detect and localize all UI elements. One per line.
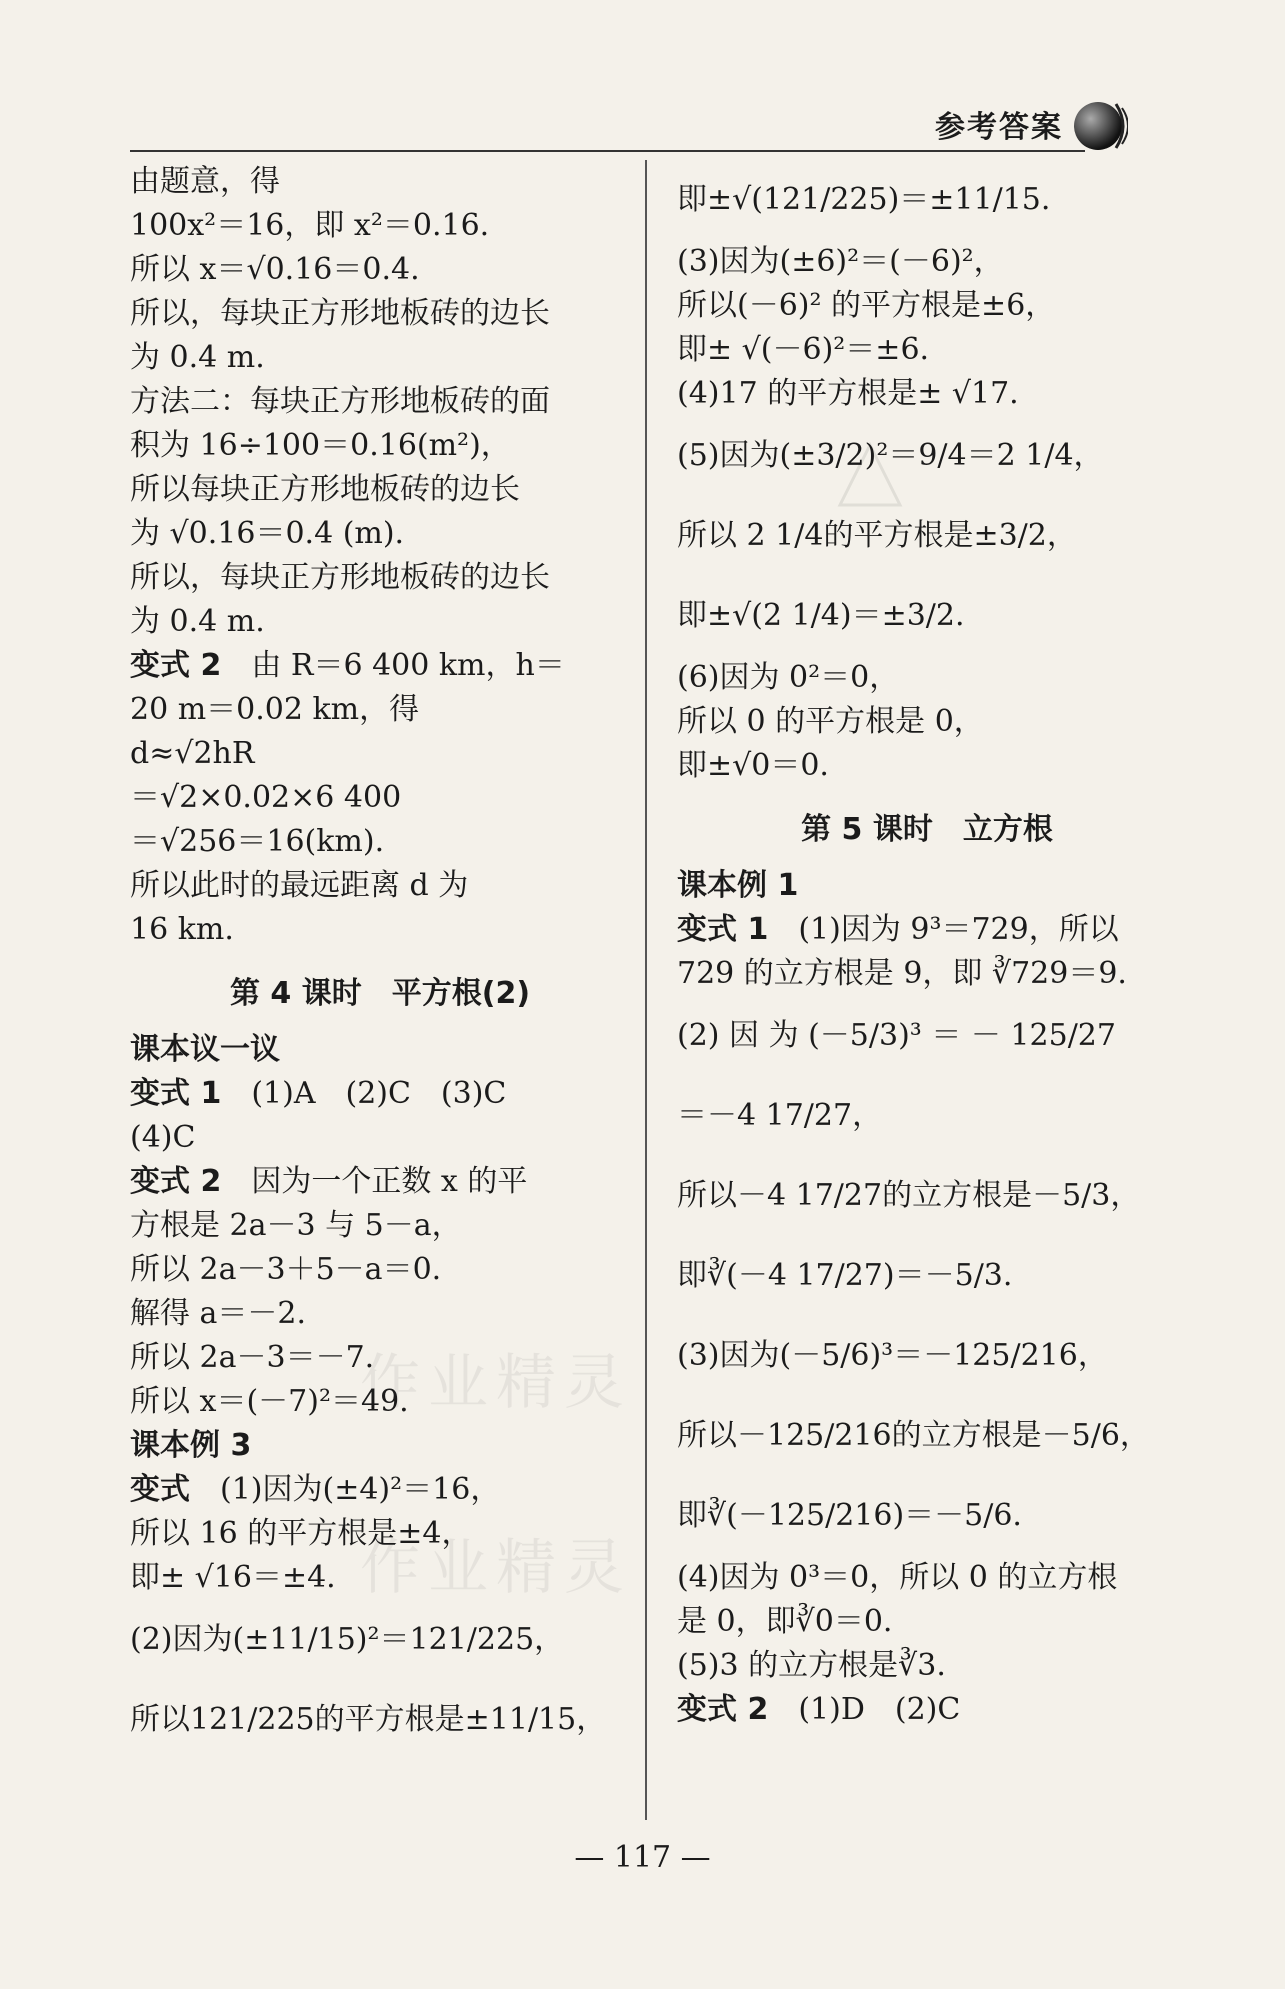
- text-line: 即±√0＝0.: [677, 748, 829, 783]
- text-line: 所以－125/216的立方根是－5/6，: [677, 1418, 1150, 1453]
- header-title: 参考答案: [935, 110, 1063, 145]
- text-line: 所以每块正方形地板砖的边长: [130, 472, 520, 507]
- text-line: 为 √0.16＝0.4 (m).: [130, 516, 405, 551]
- text-line: 即± √(－6)²＝±6.: [677, 332, 930, 367]
- text-line: d≈√2hR: [130, 736, 255, 771]
- text-line: 所以 0 的平方根是 0，: [677, 704, 984, 739]
- text-line: 由题意，得: [130, 164, 280, 199]
- text-line: 所以 2a－3＋5－a＝0.: [130, 1252, 442, 1287]
- text-line: 为 0.4 m.: [130, 604, 265, 639]
- watermark-2: 作业精灵: [360, 1533, 632, 1603]
- subsection-label: 课本例 1: [677, 868, 799, 903]
- text-line: 所以 2a－3＝－7.: [130, 1340, 375, 1375]
- text-line: 方法二：每块正方形地板砖的面: [130, 384, 550, 419]
- text-line: 729 的立方根是 9，即 ∛729＝9.: [677, 956, 1127, 991]
- variant-label: 变式 2: [130, 648, 222, 683]
- right-column: [677, 160, 1177, 1732]
- text-line: 所以121/225的平方根是±11/15，: [130, 1702, 607, 1737]
- variant-1-block: [130, 1072, 630, 1116]
- text-line: 16 km.: [130, 912, 234, 947]
- variant-block: [130, 1468, 630, 1512]
- text-line: 所以此时的最远距离 d 为: [130, 868, 469, 903]
- left-column: [130, 160, 630, 1760]
- text-line: (2)因为(±11/15)²＝121/225，: [130, 1622, 565, 1657]
- answers: (4)C: [130, 1120, 196, 1155]
- text-line: (4)因为 0³＝0，所以 0 的立方根: [677, 1560, 1118, 1595]
- text-line: 方根是 2a－3 与 5－a，: [130, 1208, 462, 1243]
- page-number: — 117 —: [574, 1840, 711, 1875]
- variant-label: 变式: [130, 1472, 190, 1507]
- text-line: (6)因为 0²＝0，: [677, 660, 900, 695]
- text-line: 由 R＝6 400 km，h＝: [251, 648, 565, 683]
- text-line: (3)因为(±6)²＝(－6)²，: [677, 244, 1004, 279]
- text-line: 100x²＝16，即 x²＝0.16.: [130, 208, 490, 243]
- variant-label: 变式 1: [677, 912, 769, 947]
- text-line: 即∛(－4 17/27)＝－5/3.: [677, 1258, 1013, 1293]
- text-line: ＝√256＝16(km).: [130, 824, 385, 859]
- text-line: 所以(－6)² 的平方根是±6，: [677, 288, 1056, 323]
- header-ball-icon: [1072, 96, 1128, 152]
- text-line: 所以，每块正方形地板砖的边长: [130, 560, 550, 595]
- text-line: (4)17 的平方根是± √17.: [677, 376, 1019, 411]
- faint-lamp-stamp: [820, 435, 920, 515]
- text-line: ＝√2×0.02×6 400: [130, 780, 402, 815]
- variant-label: 变式 2: [130, 1164, 222, 1199]
- text-line: (2) 因 为 (－5/3)³ ＝ － 125/27: [677, 1018, 1116, 1053]
- watermark-1: 作业精灵: [360, 1348, 632, 1418]
- text-line: 因为一个正数 x 的平: [251, 1164, 528, 1199]
- text-line: 为 0.4 m.: [130, 340, 265, 375]
- text-line: 即± √16＝±4.: [130, 1560, 336, 1595]
- text-line: (1)因为(±4)²＝16，: [220, 1472, 501, 1507]
- text-line: 是 0，即∛0＝0.: [677, 1604, 893, 1639]
- text-line: (1)因为 9³＝729，所以: [798, 912, 1119, 947]
- text-line: 积为 16÷100＝0.16(m²)，: [130, 428, 511, 463]
- text-line: 所以－4 17/27的立方根是－5/3，: [677, 1178, 1141, 1213]
- variant-2-block: [677, 1688, 1177, 1732]
- variant-1-block: [677, 908, 1177, 952]
- text-line: 即±√(2 1/4)＝±3/2.: [677, 598, 965, 633]
- text-line: 即∛(－125/216)＝－5/6.: [677, 1498, 1022, 1533]
- text-line: 所以 2 1/4的平方根是±3/2，: [677, 518, 1077, 553]
- text-line: 20 m＝0.02 km，得: [130, 692, 420, 727]
- variant-2-block: [130, 1160, 630, 1204]
- answers: (1)A (2)C (3)C: [251, 1076, 507, 1111]
- text-line: 所以 16 的平方根是±4，: [130, 1516, 472, 1551]
- text-line: 所以，每块正方形地板砖的边长: [130, 296, 550, 331]
- header-rule: [130, 150, 1085, 152]
- text-line: (5)因为(±3/2)²＝9/4＝2 1/4，: [677, 438, 1104, 473]
- text-line: 所以 x＝(－7)²＝49.: [130, 1384, 409, 1419]
- answers: (1)D (2)C: [798, 1692, 961, 1727]
- section-heading: 第 5 课时 立方根: [801, 812, 1053, 847]
- text-line: 即±√(121/225)＝±11/15.: [677, 182, 1051, 217]
- variant-label: 变式 2: [677, 1692, 769, 1727]
- column-divider: [645, 160, 647, 1820]
- subsection-label: 课本议一议: [130, 1032, 280, 1067]
- section-heading: 第 4 课时 平方根(2): [229, 976, 531, 1011]
- text-line: 解得 a＝－2.: [130, 1296, 307, 1331]
- subsection-label: 课本例 3: [130, 1428, 252, 1463]
- text-line: ＝－4 17/27，: [677, 1098, 883, 1133]
- variant-2-block: [130, 644, 630, 688]
- variant-label: 变式 1: [130, 1076, 222, 1111]
- text-line: (5)3 的立方根是∛3.: [677, 1648, 946, 1683]
- text-line: 所以 x＝√0.16＝0.4.: [130, 252, 420, 287]
- text-line: (3)因为(－5/6)³＝－125/216，: [677, 1338, 1108, 1373]
